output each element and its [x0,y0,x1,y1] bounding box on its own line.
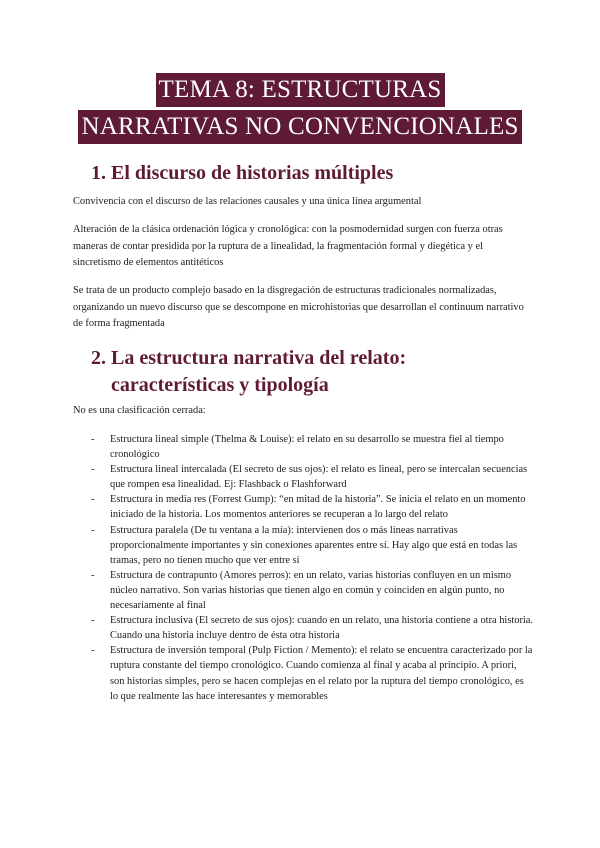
list-item-text: Estructura inclusiva (El secreto de sus ojos): cuando en un relato, una historia contiene a otra historia. Cuando una historia incluye dentro de ésta otra historia [110,615,533,642]
bullet-dash: - [91,464,95,476]
list-item-text: Estructura in media res (Forrest Gump): “en mitad de la historia”. Se inicia el relato en un momento iniciado de la historia. Los momentos anteriores se recuperan a lo largo del relato [110,494,526,521]
section-2-title-line-1: La estructura narrativa del relato: [111,347,407,369]
section-1-paragraph: Alteración de la clásica ordenación lógica y cronológica: con la posmodernidad surgen con fuerza otras maneras de contar presidida por la ruptura de a linealidad, la fragmentación formal y diegética y el sincretismo de elementos antitéticos [73,224,503,268]
section-2-intro: No es una clasificación cerrada: [73,405,206,416]
bullet-dash: - [91,615,95,627]
bullet-dash: - [91,434,95,445]
list-item-text: Estructura paralela (De tu ventana a la mía): intervienen dos o más líneas narrativas proporcionalmente importantes y sin conexiones aparentes entre sí. Hay algo que está en todas las tramas, pero no tienen mucho que ver entre sí [110,524,518,566]
title-line-2: NARRATIVAS NO CONVENCIONALES [78,110,521,144]
section-1-heading [91,160,393,187]
list-item-text: Estructura de inversión temporal (Pulp Fiction / Memento): el relato se encuentra caracterizado por la ruptura constante del tiempo cronológico. Cuando comienza al final y acaba al principio. A priori, son historias simples, pero se hacen complejas en el relato por la ruptura del tiempo cronológico, es lo que realmente las hace interesantes y memorables [110,645,533,702]
bullet-dash: - [91,645,95,657]
list-item [73,643,533,703]
section-2-title-line-2: características y tipología [111,374,329,396]
list-item [73,432,533,462]
document-title [0,73,600,147]
bullet-dash: - [91,569,95,581]
list-item [73,523,533,568]
structure-type-list [73,432,533,704]
section-1-paragraph: Se trata de un producto complejo basado en la disgregación de estructuras tradicionales normalizadas, organizando un nuevo discurso que se descompone en microhistorias que desarrollan el continuum narrativo de forma fragmentada [73,285,524,329]
bullet-dash: - [91,524,95,536]
list-item [73,568,533,613]
title-line-1: TEMA 8: ESTRUCTURAS [156,73,445,107]
section-1-title: El discurso de historias múltiples [111,162,394,184]
bullet-dash: - [91,494,95,506]
list-item [73,492,533,522]
list-item [73,462,533,492]
list-item [73,613,533,643]
list-item-text: Estructura lineal simple (Thelma & Louise): el relato en su desarrollo se muestra fiel al tiempo cronológico [110,434,504,461]
section-1-number: 1. [91,162,106,184]
section-2-heading [91,345,531,399]
list-item-text: Estructura lineal intercalada (El secreto de sus ojos): el relato es lineal, pero se intercalan secuencias que rompen esa linealidad. Ej: Flashback o Flashforward [110,464,528,491]
list-item-text: Estructura de contrapunto (Amores perros): en un relato, varias historias confluyen en un mismo núcleo narrativo. Son varias historias que tienen algo en común y coinciden en algún punto, no necesariamente al final [110,569,512,612]
section-1-paragraph: Convivencia con el discurso de las relaciones causales y una única línea argumental [73,196,422,207]
section-2-number: 2. [91,347,106,369]
